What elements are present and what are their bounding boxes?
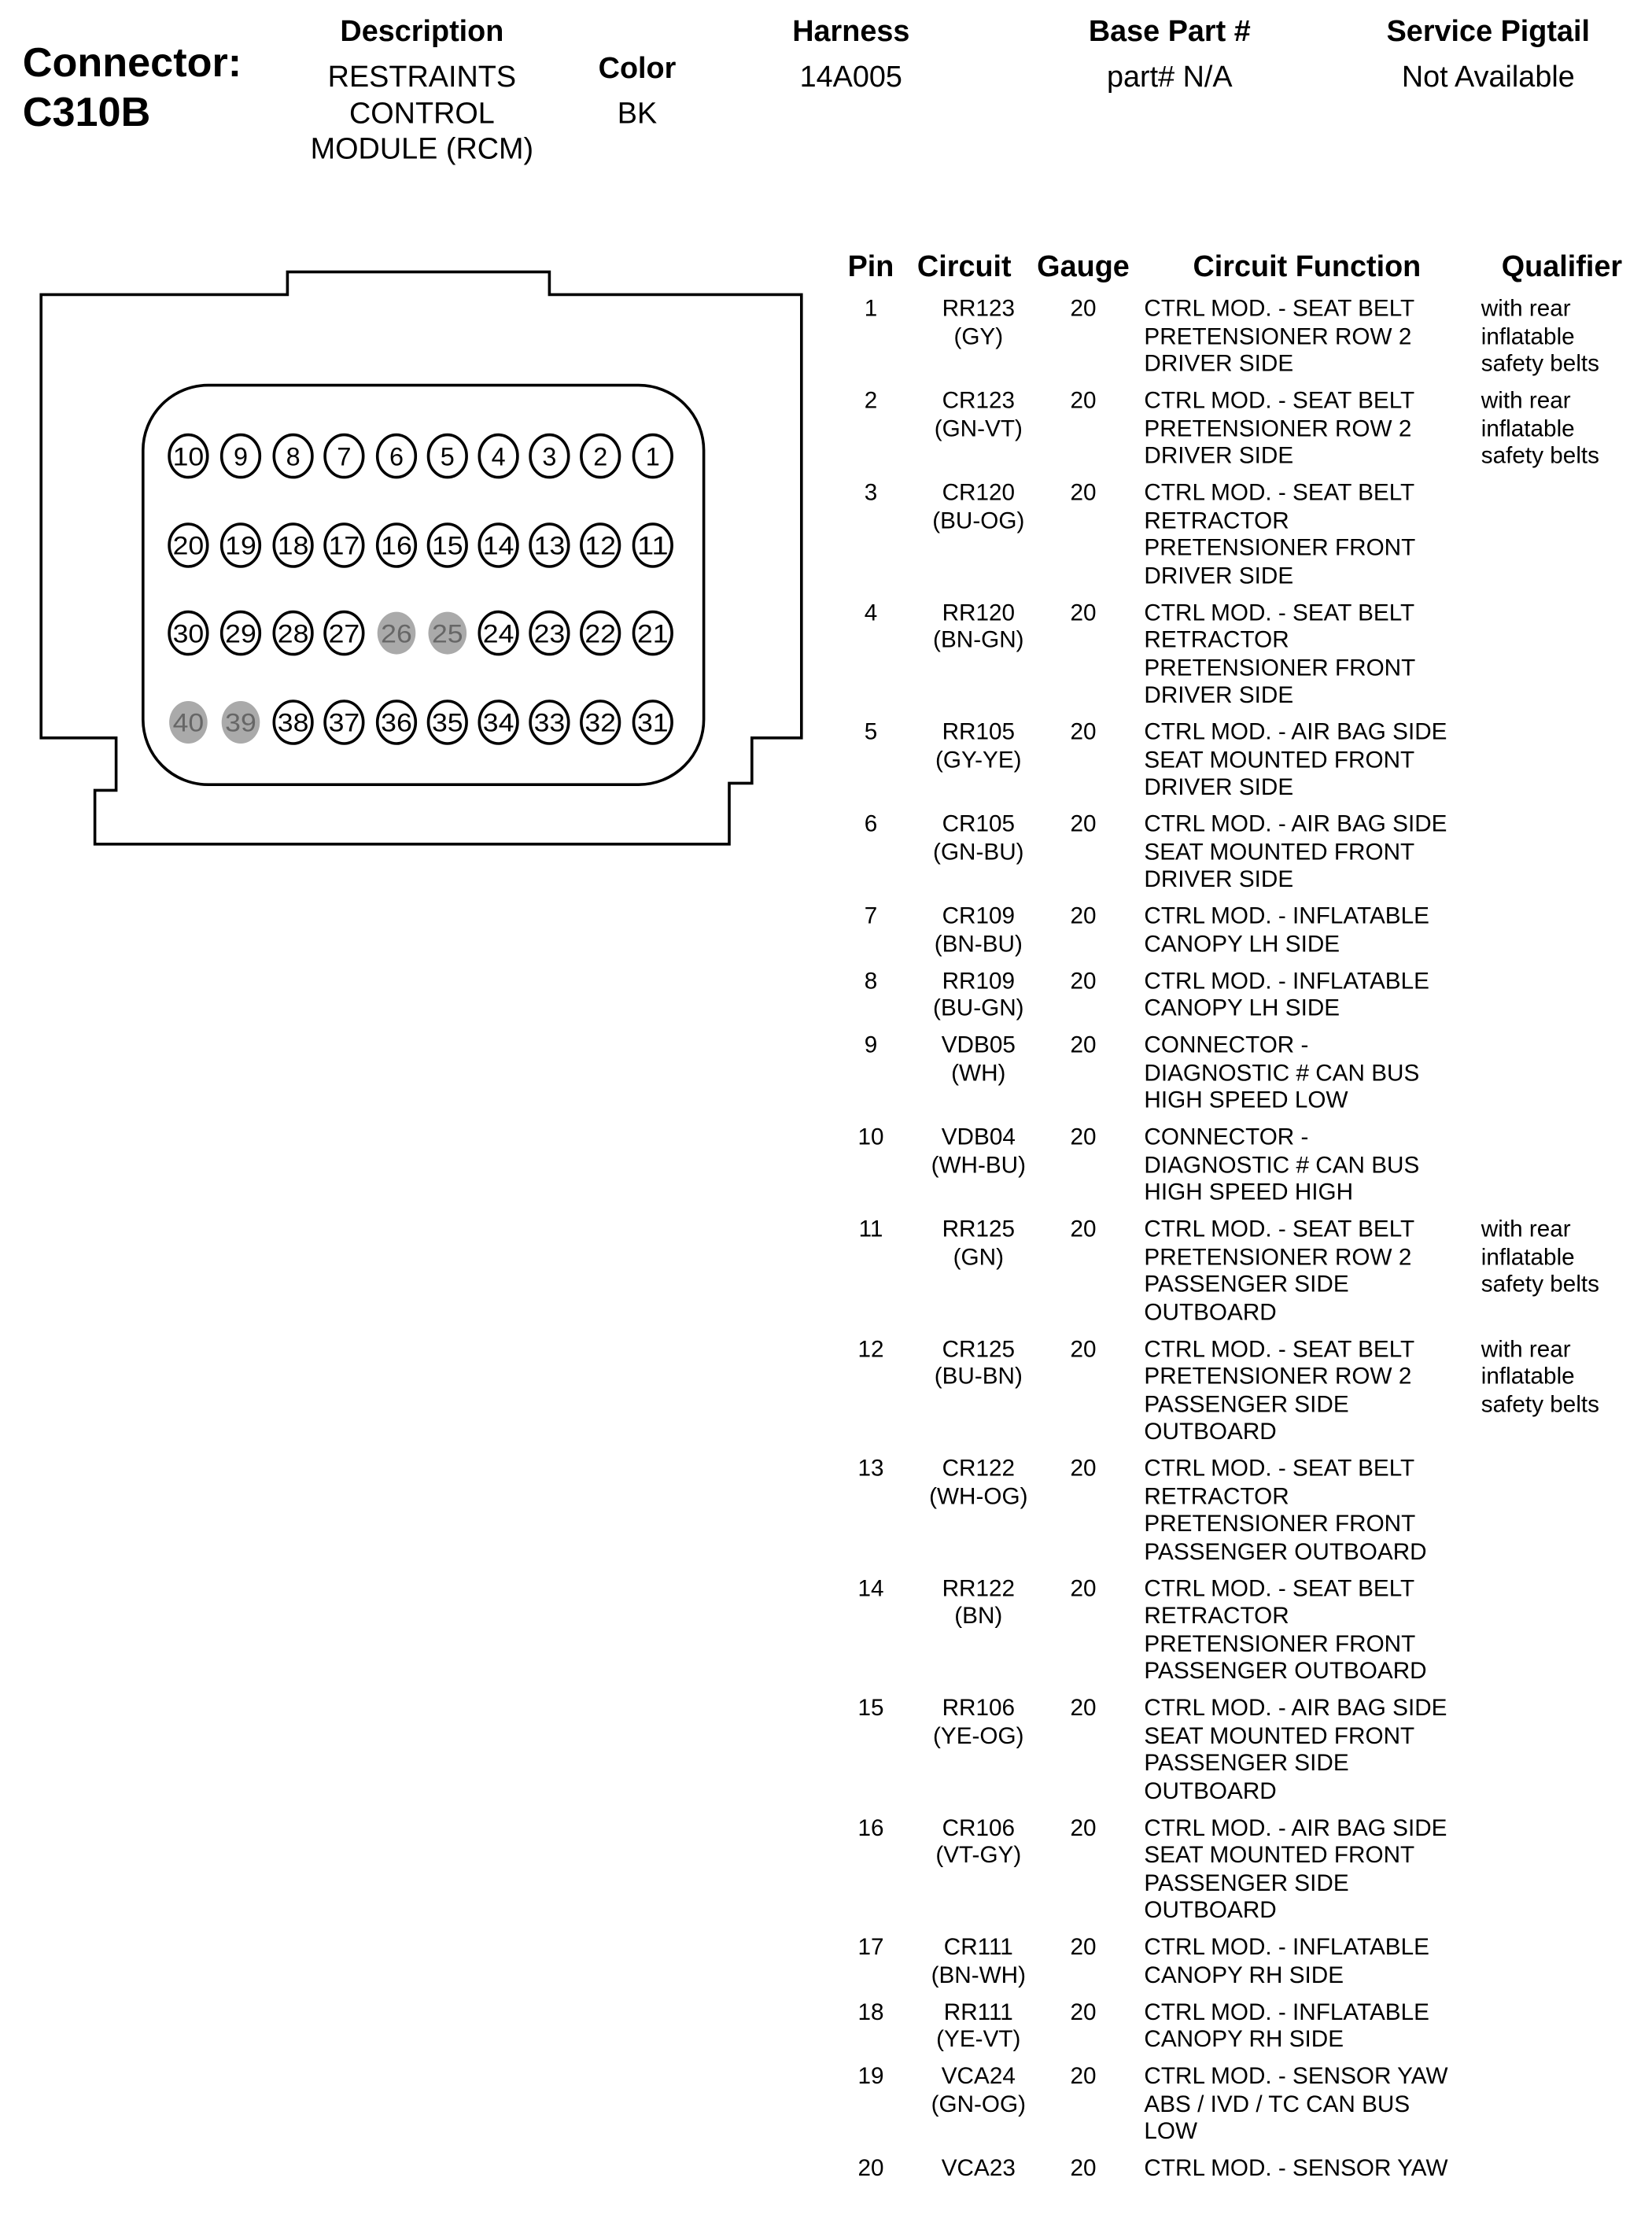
connector-pin-6 [378, 435, 416, 478]
connector-pin-24 [479, 612, 518, 655]
circuit-function: CTRL MOD. - INFLATABLE CANOPY RH SIDE [1144, 1934, 1429, 1988]
connector-pin-1 [634, 435, 673, 478]
connector-pin-29 [222, 612, 260, 655]
pin-label: 22 [584, 619, 616, 648]
column-header-circuit-function: Circuit Function [1193, 250, 1422, 283]
pin-number: 10 [857, 1124, 884, 1150]
circuit-id: CR120 [942, 480, 1016, 506]
pin-label: 23 [533, 619, 566, 648]
wire-color: (VT-GY) [935, 1842, 1022, 1869]
circuit-function: CTRL MOD. - SEAT BELT RETRACTOR PRETENSIONER FRONT DRIVER SIDE [1144, 480, 1416, 589]
connector-pin-7 [325, 435, 363, 478]
wire-gauge: 20 [1070, 811, 1097, 837]
wire-color: (WH) [951, 1060, 1006, 1086]
pin-number: 14 [857, 1575, 884, 1601]
circuit-function: CTRL MOD. - SEAT BELT RETRACTOR PRETENSIONER FRONT PASSENGER OUTBOARD [1144, 1456, 1427, 1565]
column-header-gauge: Gauge [1037, 250, 1130, 283]
pin-label: 16 [381, 531, 412, 560]
circuit-id: CR122 [942, 1456, 1016, 1482]
circuit-id: VCA23 [941, 2155, 1016, 2181]
circuit-function: CTRL MOD. - AIR BAG SIDE SEAT MOUNTED FRONT PASSENGER SIDE OUTBOARD [1144, 1695, 1447, 1804]
color-heading: Color [598, 52, 677, 85]
table-row [835, 811, 1652, 903]
circuit-function: CTRL MOD. - INFLATABLE CANOPY RH SIDE [1144, 1999, 1429, 2053]
connector-face-diagram [0, 0, 850, 878]
wire-gauge: 20 [1070, 968, 1097, 994]
circuit-id: RR123 [942, 296, 1016, 322]
table-row [835, 600, 1652, 719]
connector-pin-10 [169, 435, 208, 478]
pin-number: 2 [864, 388, 878, 414]
pin-label: 4 [491, 442, 506, 471]
pin-label: 11 [637, 531, 669, 560]
connector-pin-13 [530, 524, 569, 567]
pin-label: 40 [172, 708, 205, 737]
circuit-id: RR111 [943, 1999, 1013, 2025]
pin-label: 35 [432, 708, 463, 737]
connector-pin-35 [429, 701, 467, 744]
wire-gauge: 20 [1070, 2155, 1097, 2181]
pin-label: 7 [337, 442, 352, 471]
table-row [835, 296, 1652, 388]
pin-label: 32 [584, 708, 616, 737]
connector-pin-25 [429, 612, 467, 655]
connector-pin-38 [274, 701, 312, 744]
wire-color: (GN-OG) [931, 2091, 1027, 2117]
wire-color: (BU-OG) [932, 508, 1025, 533]
circuit-function: CTRL MOD. - SEAT BELT PRETENSIONER ROW 2 DRIVER SIDE [1144, 388, 1415, 469]
wire-color: (GN-VT) [934, 415, 1023, 441]
base-part-heading: Base Part # [1088, 15, 1251, 49]
color-value: BK [617, 98, 658, 131]
wire-color: (BN-BU) [934, 931, 1023, 957]
pin-label: 27 [328, 619, 360, 648]
table-row [835, 903, 1652, 968]
pin-label: 34 [482, 708, 514, 737]
connector-pin-12 [581, 524, 620, 567]
qualifier: with rear inflatable safety belts [1481, 296, 1600, 377]
circuit-function: CTRL MOD. - INFLATABLE CANOPY LH SIDE [1144, 968, 1429, 1021]
table-row [835, 1124, 1652, 1216]
wire-gauge: 20 [1070, 1456, 1097, 1482]
connector-pin-20 [169, 524, 208, 567]
connector-pin-33 [530, 701, 569, 744]
pin-label: 9 [233, 442, 249, 471]
service-pigtail-heading: Service Pigtail [1386, 15, 1591, 49]
connector-pin-32 [581, 701, 620, 744]
table-row [835, 388, 1652, 480]
wire-gauge: 20 [1070, 600, 1097, 626]
wire-color: (BU-GN) [933, 995, 1024, 1021]
wire-gauge: 20 [1070, 1999, 1097, 2025]
circuit-id: CR109 [942, 903, 1016, 929]
wire-gauge: 20 [1070, 903, 1097, 929]
wire-color: (WH-OG) [929, 1483, 1028, 1509]
circuit-id: RR122 [942, 1575, 1016, 1601]
pin-label: 3 [542, 442, 557, 471]
wire-gauge: 20 [1070, 388, 1097, 414]
base-part-value: part# N/A [1106, 61, 1233, 94]
circuit-function: CTRL MOD. - SEAT BELT PRETENSIONER ROW 2 PASSENGER SIDE OUTBOARD [1144, 1336, 1415, 1445]
pin-label: 17 [328, 531, 360, 560]
connector-pin-27 [325, 612, 363, 655]
pin-label: 12 [584, 531, 616, 560]
connector-pin-18 [274, 524, 312, 567]
pin-number: 6 [864, 811, 878, 837]
pin-label: 19 [225, 531, 256, 560]
table-row [835, 719, 1652, 811]
circuit-id: RR120 [942, 600, 1016, 626]
column-header-qualifier: Qualifier [1501, 250, 1623, 283]
table-row [835, 1815, 1652, 1935]
pin-number: 16 [857, 1814, 884, 1841]
circuit-function: CTRL MOD. - INFLATABLE CANOPY LH SIDE [1144, 903, 1429, 957]
connector-pin-14 [479, 524, 518, 567]
table-row [835, 1032, 1652, 1124]
pin-label: 10 [172, 442, 205, 471]
harness-value: 14A005 [799, 61, 902, 94]
connector-pin-37 [325, 701, 363, 744]
circuit-function: CONNECTOR - DIAGNOSTIC # CAN BUS HIGH SPEED HIGH [1144, 1124, 1420, 1205]
pin-number: 20 [857, 2155, 884, 2181]
service-pigtail-block [1387, 14, 1590, 96]
circuit-id: RR109 [942, 968, 1016, 994]
pin-number: 13 [857, 1456, 884, 1482]
pin-number: 4 [864, 600, 878, 626]
wire-color: (BU-BN) [934, 1364, 1023, 1390]
table-row [835, 968, 1652, 1032]
wire-color: (BN) [954, 1603, 1003, 1629]
pin-number: 18 [857, 1999, 884, 2025]
qualifier: with rear inflatable safety belts [1481, 1336, 1600, 1417]
column-header-pin: Pin [847, 250, 894, 283]
circuit-function: CTRL MOD. - SEAT BELT RETRACTOR PRETENSIONER FRONT PASSENGER OUTBOARD [1144, 1575, 1427, 1685]
pin-number: 15 [857, 1695, 884, 1721]
connector-pin-16 [378, 524, 416, 567]
harness-heading: Harness [792, 15, 910, 49]
pin-number: 7 [864, 903, 878, 929]
pin-label: 6 [389, 442, 404, 471]
wire-gauge: 20 [1070, 1216, 1097, 1242]
circuit-id: CR105 [942, 811, 1016, 837]
connector-pin-17 [325, 524, 363, 567]
wire-gauge: 20 [1070, 1695, 1097, 1721]
wire-color: (GN) [953, 1244, 1004, 1270]
connector-pin-30 [169, 612, 208, 655]
connector-pin-34 [479, 701, 518, 744]
wire-gauge: 20 [1070, 480, 1097, 506]
wire-gauge: 20 [1070, 1032, 1097, 1058]
wire-gauge: 20 [1070, 1575, 1097, 1601]
circuit-id: CR125 [942, 1336, 1016, 1362]
pin-label: 2 [593, 442, 608, 471]
pin-number: 9 [864, 1032, 878, 1058]
pin-number: 12 [857, 1336, 884, 1362]
pin-label: 24 [482, 619, 514, 648]
wire-color: (YE-OG) [933, 1722, 1024, 1749]
wire-gauge: 20 [1070, 719, 1097, 745]
table-row [835, 1336, 1652, 1456]
wire-gauge: 20 [1070, 296, 1097, 322]
qualifier: with rear inflatable safety belts [1481, 388, 1600, 469]
wire-color: (BN-GN) [933, 627, 1024, 653]
table-row [835, 1935, 1652, 1999]
connector-pin-11 [634, 524, 673, 567]
circuit-function: CTRL MOD. - AIR BAG SIDE SEAT MOUNTED FRONT DRIVER SIDE [1144, 719, 1447, 800]
pin-label: 20 [172, 531, 205, 560]
pin-label: 26 [381, 619, 412, 648]
pin-label: 29 [225, 619, 256, 648]
wire-color: (YE-VT) [936, 2026, 1021, 2053]
wire-color: (GY-YE) [935, 747, 1022, 773]
connector-pin-4 [479, 435, 518, 478]
connector-pin-40 [169, 701, 208, 744]
pin-label: 8 [286, 442, 301, 471]
wire-gauge: 20 [1070, 1814, 1097, 1841]
wire-color: (GY) [953, 323, 1004, 349]
pin-label: 37 [328, 708, 360, 737]
pin-label: 33 [533, 708, 566, 737]
base-part-block [1089, 14, 1251, 96]
pin-number: 11 [858, 1216, 883, 1242]
circuit-id: CR123 [942, 388, 1016, 414]
connector-pin-21 [634, 612, 673, 655]
circuit-id: RR106 [942, 1695, 1016, 1721]
connector-pin-15 [429, 524, 467, 567]
wire-gauge: 20 [1070, 1934, 1097, 1961]
connector-pin-28 [274, 612, 312, 655]
circuit-id: VCA24 [941, 2063, 1016, 2089]
table-row [835, 1696, 1652, 1815]
circuit-function: CTRL MOD. - AIR BAG SIDE SEAT MOUNTED FRONT PASSENGER SIDE OUTBOARD [1144, 1814, 1447, 1924]
pin-label: 28 [277, 619, 309, 648]
pin-label: 15 [432, 531, 463, 560]
pin-label: 30 [172, 619, 205, 648]
circuit-id: CR106 [942, 1814, 1016, 1841]
pin-number: 1 [864, 296, 878, 322]
circuit-function: CTRL MOD. - SEAT BELT RETRACTOR PRETENSIONER FRONT DRIVER SIDE [1144, 600, 1416, 708]
pin-label: 38 [277, 708, 309, 737]
connector-id: C310B [22, 90, 151, 136]
connector-pin-5 [429, 435, 467, 478]
column-header-circuit: Circuit [916, 250, 1012, 283]
wire-color: (GN-BU) [933, 839, 1024, 865]
wire-gauge: 20 [1070, 2063, 1097, 2089]
description-value: RESTRAINTS CONTROL MODULE (RCM) [310, 61, 534, 166]
table-row [835, 480, 1652, 600]
wire-gauge: 20 [1070, 1124, 1097, 1150]
description-heading: Description [340, 15, 504, 49]
connector-pin-22 [581, 612, 620, 655]
pin-label: 14 [482, 531, 514, 560]
pin-label: 5 [440, 442, 455, 471]
circuit-id: RR105 [942, 719, 1016, 745]
circuit-id: VDB04 [941, 1124, 1016, 1150]
connector-pin-36 [378, 701, 416, 744]
connector-pin-39 [222, 701, 260, 744]
connector-pin-19 [222, 524, 260, 567]
pin-label: 39 [225, 708, 256, 737]
service-pigtail-value: Not Available [1401, 61, 1575, 94]
table-row [835, 2064, 1652, 2156]
pin-label: 36 [381, 708, 412, 737]
table-row [835, 1216, 1652, 1336]
connector-pin-3 [530, 435, 569, 478]
table-row [835, 1999, 1652, 2064]
pin-label: 18 [277, 531, 309, 560]
pin-label: 13 [533, 531, 566, 560]
circuit-function: CTRL MOD. - AIR BAG SIDE SEAT MOUNTED FRONT DRIVER SIDE [1144, 811, 1447, 892]
connector-pin-2 [581, 435, 620, 478]
pin-number: 8 [864, 968, 878, 994]
wire-gauge: 20 [1070, 1336, 1097, 1362]
pin-label: 25 [432, 619, 463, 648]
circuit-id: VDB05 [941, 1032, 1016, 1058]
pin-number: 5 [864, 719, 878, 745]
circuit-id: CR111 [943, 1934, 1013, 1961]
wire-color: (BN-WH) [931, 1962, 1027, 1988]
circuit-function: CONNECTOR - DIAGNOSTIC # CAN BUS HIGH SPEED LOW [1144, 1032, 1420, 1113]
connector-pin-26 [378, 612, 416, 655]
circuit-function: CTRL MOD. - SENSOR YAW ABS / IVD / TC CAN BUS LOW [1144, 2063, 1448, 2145]
circuit-function: CTRL MOD. - SEAT BELT PRETENSIONER ROW 2 PASSENGER SIDE OUTBOARD [1144, 1216, 1415, 1325]
connector-pin-8 [274, 435, 312, 478]
connector-pin-9 [222, 435, 260, 478]
circuit-id: RR125 [942, 1216, 1016, 1242]
pin-label: 21 [637, 619, 669, 648]
connector-pin-23 [530, 612, 569, 655]
table-row [835, 1576, 1652, 1696]
connector-pin-31 [634, 701, 673, 744]
connector-label: Connector: [22, 41, 242, 87]
qualifier: with rear inflatable safety belts [1481, 1216, 1600, 1297]
pin-number: 19 [857, 2063, 884, 2089]
table-row [835, 2156, 1652, 2220]
table-row [835, 1456, 1652, 1575]
pin-number: 17 [857, 1934, 884, 1961]
pin-number: 3 [864, 480, 878, 506]
circuit-function: CTRL MOD. - SEAT BELT PRETENSIONER ROW 2 DRIVER SIDE [1144, 296, 1415, 377]
wire-color: (WH-BU) [931, 1152, 1027, 1178]
pin-label: 31 [637, 708, 669, 737]
pin-label: 1 [645, 442, 660, 471]
circuit-function: CTRL MOD. - SENSOR YAW [1144, 2155, 1448, 2181]
